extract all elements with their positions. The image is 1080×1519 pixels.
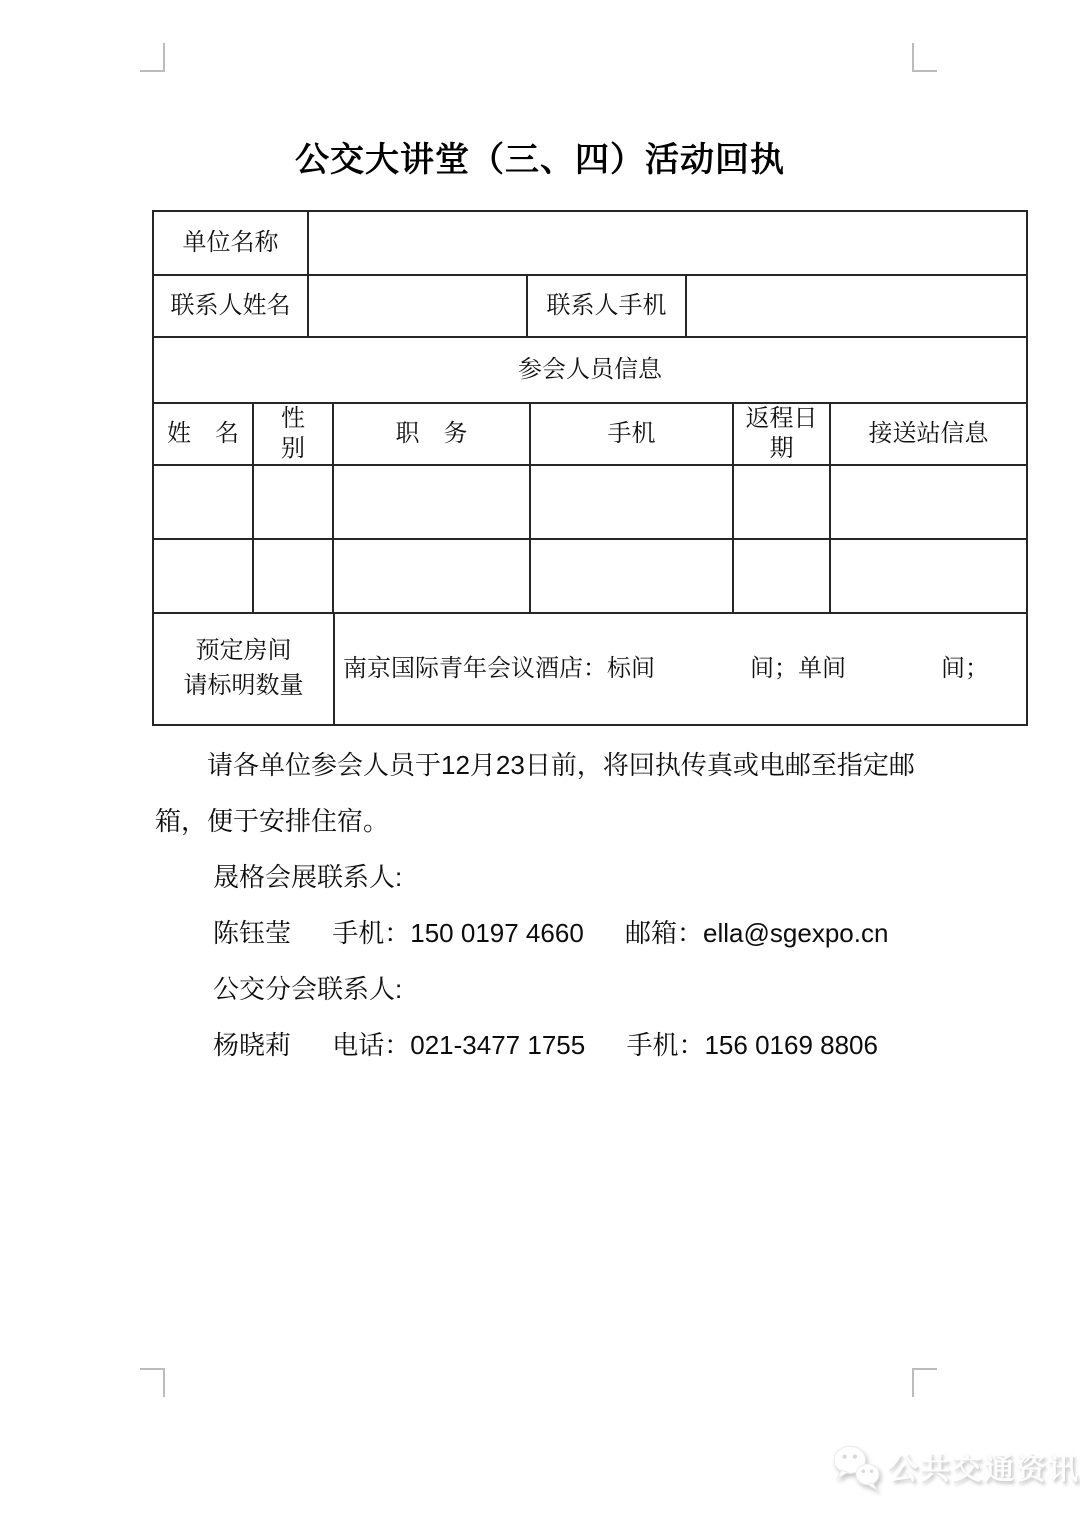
participant-cell — [529, 466, 732, 538]
bus-contact-detail — [155, 1017, 965, 1073]
participant-cell — [529, 540, 732, 612]
room-booking-label-text — [184, 634, 304, 704]
expo-contact-name: 陈钰莹 — [213, 918, 292, 948]
note-line-2: 箱，便于安排住宿。 — [155, 806, 390, 836]
participant-cell — [732, 540, 829, 612]
room-label-line1: 预定房间 — [195, 637, 292, 665]
bus-contact-phone — [626, 1030, 878, 1060]
contact-row — [154, 274, 1026, 336]
text-boundary-mark-bottom-right — [912, 1368, 937, 1397]
participant-cell — [252, 540, 332, 612]
contact-phone-label: 联系人手机 — [526, 276, 685, 336]
bus-phone-number: 156 0169 8806 — [704, 1030, 878, 1060]
bus-tel-label: 电话： — [332, 1030, 411, 1060]
expo-contact-detail — [155, 905, 965, 961]
expo-email-address: ella@sgexpo.cn — [703, 918, 889, 948]
bus-phone-label: 手机： — [626, 1030, 705, 1060]
participant-cell — [829, 540, 1026, 612]
col-header-return-date: 返程日期 — [732, 404, 829, 464]
hotel-room-field — [333, 614, 1026, 724]
col-header-mobile: 手机 — [529, 404, 732, 464]
participant-cell — [829, 466, 1026, 538]
participant-cell — [732, 466, 829, 538]
wechat-watermark — [830, 1441, 1080, 1491]
expo-email-label: 邮箱： — [625, 918, 704, 948]
col-header-station-info: 接送站信息 — [829, 404, 1026, 464]
col-header-name: 姓 名 — [167, 420, 239, 447]
reply-form-table — [152, 210, 1028, 726]
section-header-row — [154, 336, 1026, 402]
participant-cell — [252, 466, 332, 538]
participant-cell — [332, 540, 529, 612]
participant-cell — [154, 540, 252, 612]
room-label-line2: 请标明数量 — [183, 672, 304, 699]
note-line-1: 请各单位参会人员于12月23日前，将回执传真或电邮至指定邮 — [207, 750, 915, 780]
bus-contact-tel — [332, 1030, 585, 1060]
text-boundary-mark-top-right — [912, 43, 937, 72]
col-header-gender: 性 别 — [252, 404, 332, 464]
bus-contact-name: 杨晓莉 — [213, 1030, 292, 1060]
page-title: 公交大讲堂（三、四）活动回执 — [295, 141, 785, 179]
watermark-text: 公共交通资讯 — [888, 1453, 1080, 1486]
bus-contact-heading: 公交分会联系人: — [213, 974, 403, 1004]
hotel-text-prefix: 南京国际青年会议酒店：标间 — [343, 655, 655, 682]
participant-cell — [154, 466, 252, 538]
unit-name-label: 单位名称 — [182, 229, 279, 256]
unit-name-row — [154, 212, 1026, 274]
col-header-position: 职 务 — [332, 404, 529, 464]
participant-row-1 — [154, 464, 1026, 538]
hotel-text-mid: 间；单间 — [750, 655, 846, 682]
notes-and-contacts — [155, 737, 965, 1073]
wechat-icon — [830, 1441, 880, 1491]
expo-contact-phone — [332, 918, 584, 948]
expo-phone-label: 手机： — [332, 918, 411, 948]
expo-contact-email — [625, 918, 888, 948]
unit-name-field — [307, 212, 1026, 274]
contact-name-label: 联系人姓名 — [170, 292, 291, 319]
room-booking-row — [154, 612, 1026, 724]
expo-contact-heading: 晟格会展联系人: — [213, 862, 403, 892]
participants-section-header: 参会人员信息 — [518, 356, 662, 383]
bus-tel-number: 021-3477 1755 — [410, 1030, 586, 1060]
text-boundary-mark-top-left — [140, 43, 165, 72]
hotel-text-end: 间； — [941, 655, 989, 682]
contact-phone-field — [685, 276, 1026, 336]
contact-name-field — [307, 276, 526, 336]
participant-row-2 — [154, 538, 1026, 612]
room-booking-label — [154, 614, 333, 724]
participants-header-row — [154, 402, 1026, 464]
text-boundary-mark-bottom-left — [140, 1368, 165, 1397]
expo-phone-number: 150 0197 4660 — [410, 918, 584, 948]
participant-cell — [332, 466, 529, 538]
